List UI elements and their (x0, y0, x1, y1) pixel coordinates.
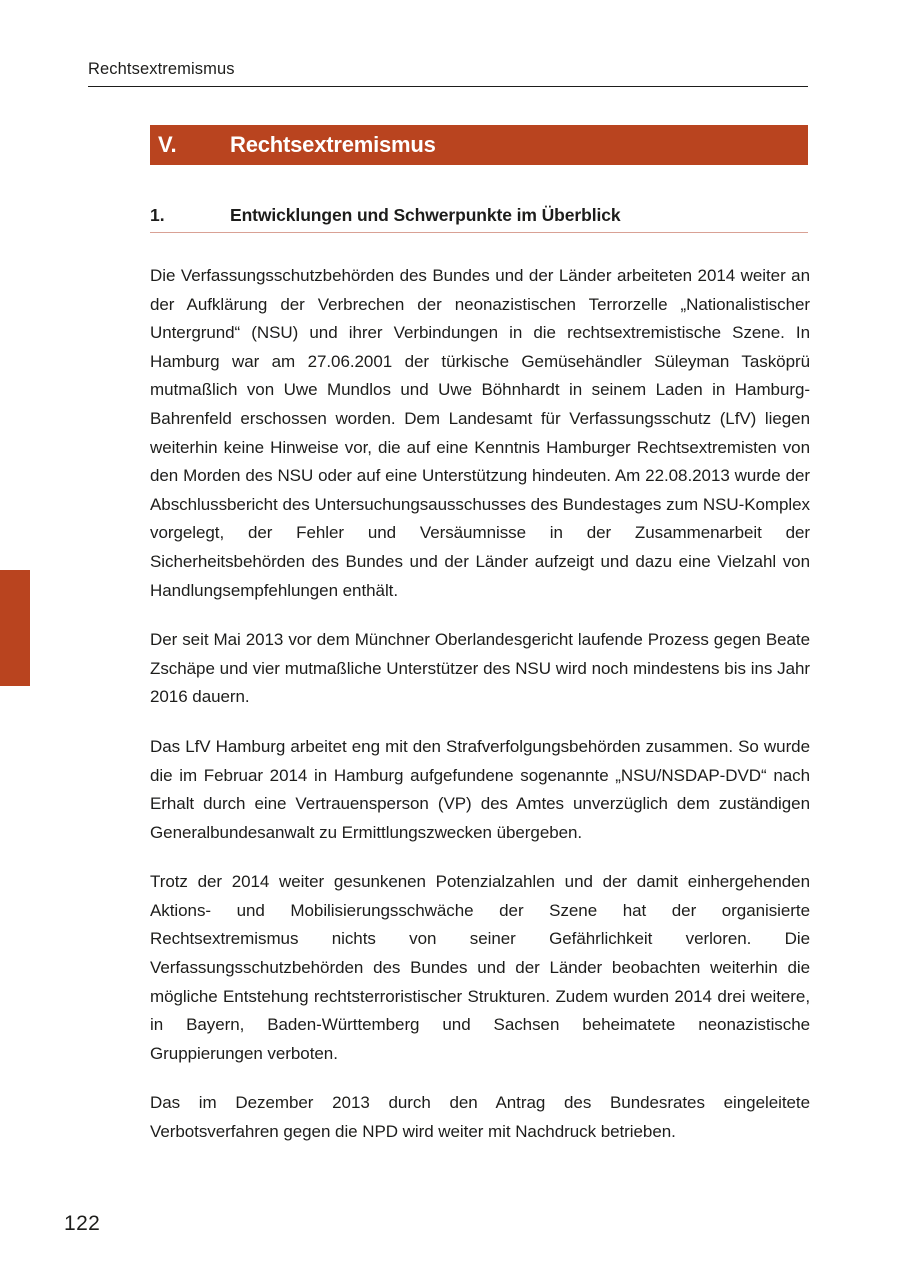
section-title: Entwicklungen und Schwerpunkte im Überblick (230, 205, 621, 225)
header-rule (88, 86, 808, 87)
section-number: 1. (150, 205, 165, 225)
chapter-number: V. (158, 132, 177, 157)
margin-thumb-tab (0, 570, 30, 686)
section-rule (150, 232, 808, 233)
body-paragraph: Trotz der 2014 weiter gesunkenen Potenzialzahlen und der damit einhergehenden Aktions- und Mobilisierungsschwäche der Szene hat der organisierte Rechtsextremismus nichts von seiner Gefährlichkeit verloren. Die Verfassungsschutzbehörden des Bundes und der Länder beobachten weiterhin die mögliche Entstehung rechtsterroristischer Strukturen. Zudem wurden 2014 drei weitere, in Bayern, Baden-Württemberg und Sachsen beheimatete neonazistische Gruppierungen verboten. (150, 872, 810, 1063)
section-heading-row (150, 205, 808, 232)
body-paragraph: Der seit Mai 2013 vor dem Münchner Oberlandesgericht laufende Prozess gegen Beate Zschäpe und vier mutmaßliche Unterstützer des NSU wird noch mindestens bis ins Jahr 2016 dauern. (150, 630, 810, 707)
page-number: 122 (64, 1212, 101, 1235)
running-header-text: Rechtsextremismus (88, 60, 235, 78)
body-paragraph: Das im Dezember 2013 durch den Antrag des Bundesrates eingeleitete Verbotsverfahren gegen die NPD wird weiter mit Nachdruck betrieben. (150, 1093, 810, 1142)
chapter-title: Rechtsextremismus (230, 132, 436, 157)
chapter-banner (150, 125, 808, 165)
running-header (88, 58, 808, 87)
section-heading (150, 205, 808, 233)
body-paragraph: Das LfV Hamburg arbeitet eng mit den Strafverfolgungsbehörden zusammen. So wurde die im Februar 2014 in Hamburg aufgefundene sogenannte „NSU/NSDAP-DVD“ nach Erhalt durch eine Vertrauensperson (VP) des Amtes unverzüglich dem zuständigen Generalbundesanwalt zu Ermittlungszwecken übergeben. (150, 736, 810, 842)
body-paragraph: Die Verfassungsschutzbehörden des Bundes und der Länder arbeiteten 2014 weiter an der Aufklärung der Verbrechen der neonazistischen Terrorzelle „Nationalistischer Untergrund“ (NSU) und ihrer Verbindungen in die rechtsextremistische Szene. In Hamburg war am 27.06.2001 der türkische Gemüsehändler Süleyman Tasköprü mutmaßlich von Uwe Mundlos und Uwe Böhnhardt in seinem Laden in Hamburg-Bahrenfeld erschossen worden. Dem Landesamt für Verfassungsschutz (LfV) liegen weiterhin keine Hinweise vor, die auf eine Kenntnis Hamburger Rechtsextremisten von den Morden des NSU oder auf eine Unterstützung hindeuten. Am 22.08.2013 wurde der Abschlussbericht des Untersuchungsausschusses des Bundestages zum NSU-Komplex vorgelegt, der Fehler und Versäumnisse in der Zusammenarbeit der Sicherheitsbehörden des Bundes und der Länder aufzeigt und dazu eine Vielzahl von Handlungsempfehlungen enthält. (150, 266, 810, 600)
body-copy (150, 262, 810, 1147)
